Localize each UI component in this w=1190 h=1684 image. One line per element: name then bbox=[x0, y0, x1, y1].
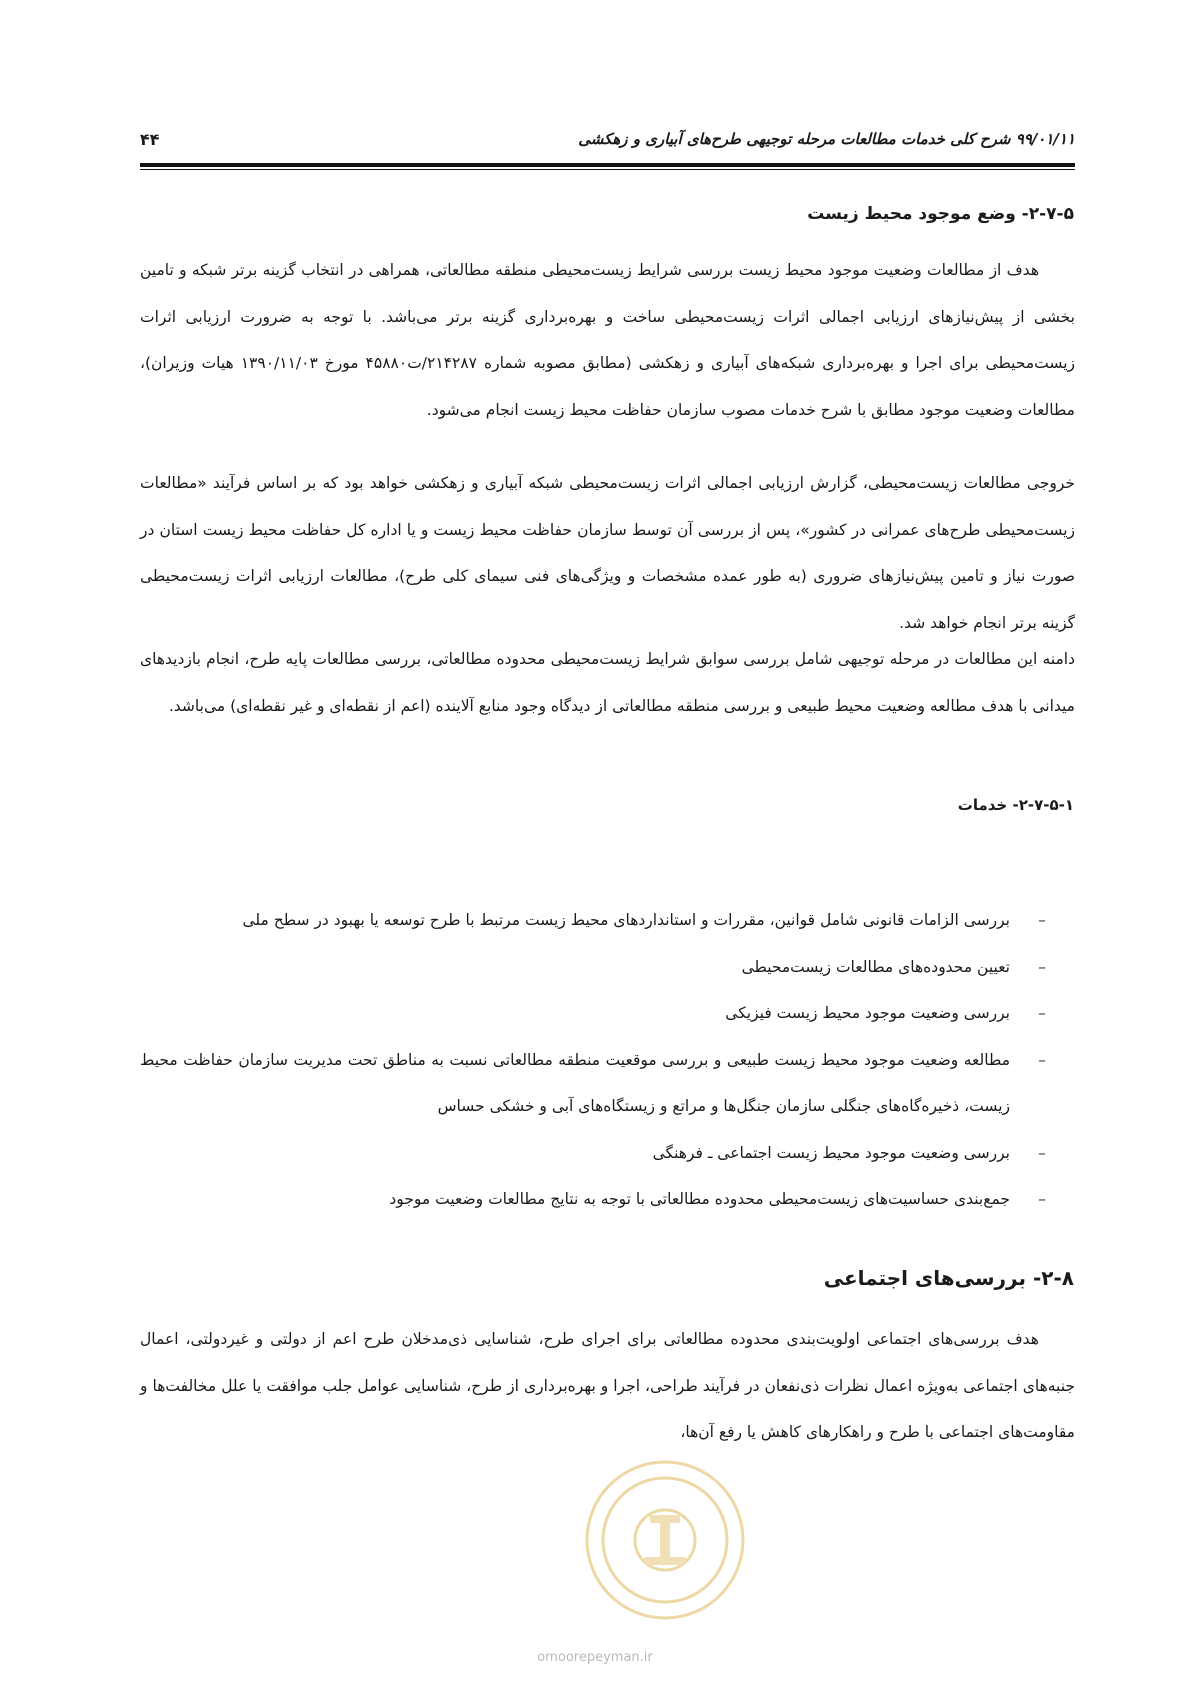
dash-icon: – bbox=[1038, 957, 1046, 976]
page-number: ۴۴ bbox=[140, 130, 160, 149]
list-item bbox=[140, 1176, 1074, 1223]
seal-logo-icon bbox=[580, 1455, 750, 1625]
list-item bbox=[140, 944, 1074, 991]
list-item-text: تعیین محدوده‌های مطالعات زیست‌محیطی bbox=[741, 957, 1010, 976]
section2-heading: ۲-۸- بررسی‌های اجتماعی bbox=[823, 1266, 1074, 1290]
list-item bbox=[140, 990, 1074, 1037]
list-item-text: بررسی الزامات قانونی شامل قوانین، مقررات و استانداردهای محیط زیست مرتبط با طرح توسعه یا بهبود در سطح ملی bbox=[242, 911, 1010, 929]
dash-icon: – bbox=[1038, 1143, 1046, 1162]
list-item-text: جمع‌بندی حساسیت‌های زیست‌محیطی محدوده مطالعاتی با توجه به نتایج مطالعات وضعیت موجود bbox=[389, 1190, 1010, 1208]
list-item bbox=[140, 1037, 1074, 1130]
dash-icon: – bbox=[1038, 911, 1046, 929]
bullet-list bbox=[140, 897, 1074, 1223]
list-item-text: مطالعه وضعیت موجود محیط زیست طبیعی و بررسی موقعیت منطقه مطالعاتی نسبت به مناطق تحت مدیریت سازمان حفاظت محیط زیست، ذخیره‌گاه‌های جنگلی سازمان جنگل‌ها و مراتع و زیستگاه‌های آبی و خشکی حساس bbox=[140, 1050, 1010, 1115]
dash-icon: – bbox=[1038, 1004, 1046, 1022]
header-rule-thin bbox=[140, 169, 1075, 170]
header-title: ۹۹/۰۱/۱۱ شرح کلی خدمات مطالعات مرحله توجیهی طرح‌های آبیاری و زهکشی bbox=[578, 130, 1075, 148]
page-header bbox=[140, 126, 1075, 156]
paragraph-2: خروجی مطالعات زیست‌محیطی، گزارش ارزیابی اجمالی اثرات زیست‌محیطی شبکه آبیاری و زهکشی خواهد بود که بر اساس فرآیند «مطالعات زیست‌محیطی طرح‌های عمرانی در کشور»، پس از بررسی آن توسط سازمان حفاظت محیط زیست و یا اداره کل حفاظت محیط زیست استان در صورت نیاز و تامین پیش‌نیازهای ضروری (به طور عمده مشخصات و ویژگی‌های فنی سیمای کلی طرح)، مطالعات ارزیابی اثرات زیست‌محیطی گزینه برتر انجام خواهد شد. bbox=[140, 474, 1075, 633]
list-item bbox=[140, 1130, 1074, 1177]
watermark-url: omoorepeyman.ir bbox=[537, 1650, 653, 1665]
sub-heading: ۲-۷-۵-۱- خدمات bbox=[957, 796, 1074, 814]
dash-icon: – bbox=[1038, 1050, 1046, 1069]
list-item-text: بررسی وضعیت موجود محیط زیست فیزیکی bbox=[725, 1004, 1010, 1022]
dash-icon: – bbox=[1038, 1190, 1046, 1208]
section-heading: ۲-۷-۵- وضع موجود محیط زیست bbox=[807, 204, 1074, 224]
header-rule-thick bbox=[140, 163, 1075, 167]
paragraph-3: دامنه این مطالعات در مرحله توجیهی شامل بررسی سوابق شرایط زیست‌محیطی محدوده مطالعاتی، بررسی مطالعات پایه طرح، انجام بازدیدهای میدانی با هدف مطالعه وضعیت محیط طبیعی و بررسی منطقه مطالعاتی از دیدگاه وجود منابع آلاینده (اعم از نقطه‌ای و غیر نقطه‌ای) می‌باشد. bbox=[140, 650, 1075, 715]
list-item bbox=[140, 897, 1074, 944]
paragraph-1: هدف از مطالعات وضعیت موجود محیط زیست بررسی شرایط زیست‌محیطی منطقه مطالعاتی، همراهی در انتخاب گزینه برتر شبکه و تامین بخشی از پیش‌نیازهای ارزیابی اجمالی اثرات زیست‌محیطی ساخت و بهره‌برداری گزینه برتر می‌باشد. با توجه به ضرورت ارزیابی اثرات زیست‌محیطی برای اجرا و بهره‌برداری شبکه‌های آبیاری و زهکشی (مطابق مصوبه شماره ۲۱۴۲۸۷/ت۴۵۸۸۰ مورخ ۱۳۹۰/۱۱/۰۳ هیات وزیران)، مطالعات وضعیت موجود مطابق با شرح خدمات مصوب سازمان حفاظت محیط زیست انجام می‌شود. bbox=[140, 261, 1075, 420]
section2-paragraph: هدف بررسی‌های اجتماعی اولویت‌بندی محدوده مطالعاتی برای اجرای طرح، شناسایی ذی‌مدخلان طرح اعم از دولتی و غیردولتی، اعمال جنبه‌های اجتماعی به‌ویژه اعمال نظرات ذی‌نفعان در فرآیند طراحی، اجرا و بهره‌برداری از طرح، شناسایی عوامل جلب موافقت یا علل مخالفت‌ها و مقاومت‌های اجتماعی با طرح و راهکارهای کاهش یا رفع آن‌ها، bbox=[140, 1330, 1075, 1442]
list-item-text: بررسی وضعیت موجود محیط زیست اجتماعی ـ فرهنگی bbox=[652, 1143, 1010, 1162]
